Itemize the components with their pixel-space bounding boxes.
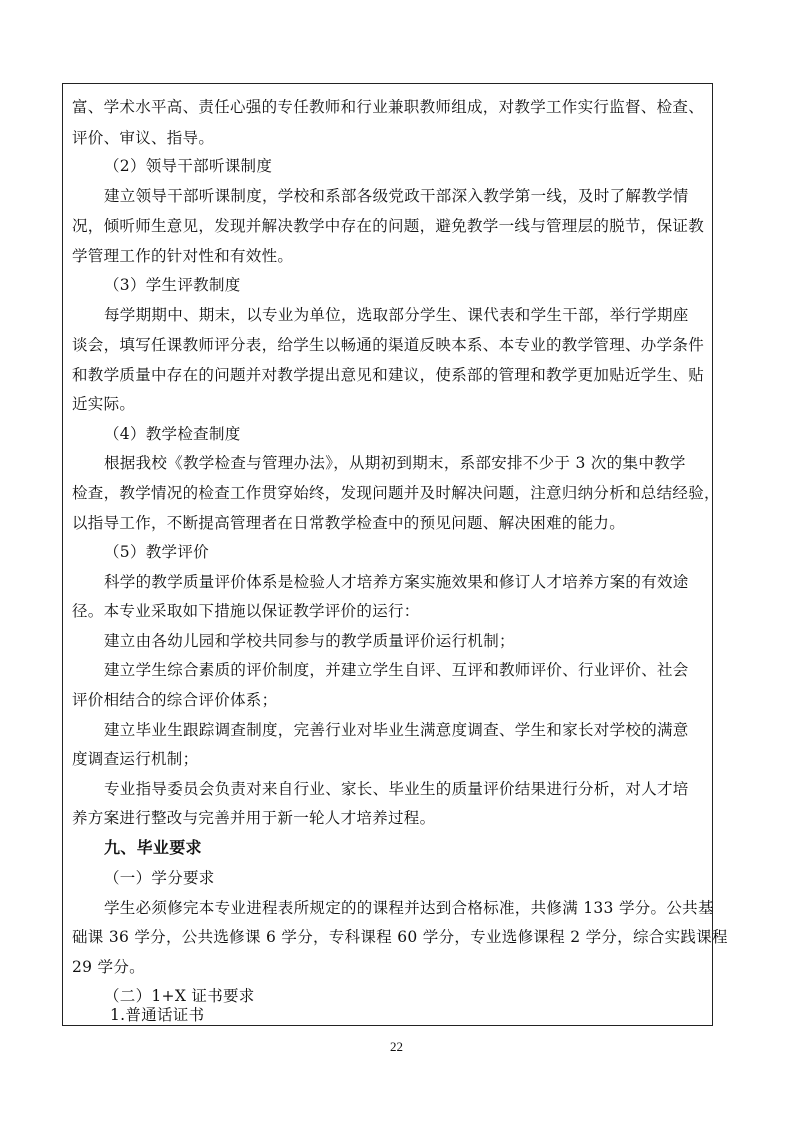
list-item: 1.普通话证书 (110, 1006, 205, 1024)
paragraph-line: 29 学分。 (72, 958, 145, 976)
paragraph-line: 建立领导干部听课制度，学校和系部各级党政干部深入教学第一线，及时了解教学情 (104, 187, 689, 205)
paragraph-line: 度调查运行机制； (72, 750, 199, 768)
paragraph-line: 以指导工作，不断提高管理者在日常教学检查中的预见问题、解决困难的能力。 (72, 514, 626, 532)
paragraph-line: 富、学术水平高、责任心强的专任教师和行业兼职教师组成，对教学工作实行监督、检查、 (72, 98, 705, 116)
section-heading: （一）学分要求 (104, 869, 215, 887)
paragraph-line: 专业指导委员会负责对来自行业、家长、毕业生的质量评价结果进行分析，对人才培 (104, 780, 689, 798)
section-heading: （5）教学评价 (104, 543, 209, 561)
section-heading: （2）领导干部听课制度 (104, 157, 273, 175)
paragraph-line: 近实际。 (72, 395, 136, 413)
paragraph-line: 科学的教学质量评价体系是检验人才培养方案实施效果和修订人才培养方案的有效途 (104, 573, 689, 591)
page-number: 22 (390, 1039, 403, 1054)
paragraph-line: 学管理工作的针对性和有效性。 (72, 247, 294, 265)
paragraph-line: 建立毕业生跟踪调查制度，完善行业对毕业生满意度调查、学生和家长对学校的满意 (104, 721, 689, 739)
paragraph-line: 每学期期中、期末，以专业为单位，选取部分学生、课代表和学生干部，举行学期座 (104, 306, 689, 324)
paragraph-line: 养方案进行整改与完善并用于新一轮人才培养过程。 (72, 809, 436, 827)
paragraph-line: 检查，教学情况的检查工作贯穿始终，发现问题并及时解决问题，注意归纳分析和总结经验， (72, 484, 720, 502)
paragraph-line: 径。本专业采取如下措施以保证教学评价的运行： (72, 602, 420, 620)
paragraph-line: 和教学质量中存在的问题并对教学提出意见和建议，使系部的管理和教学更加贴近学生、贴 (72, 366, 705, 384)
paragraph-line: 况，倾听师生意见，发现并解决教学中存在的问题，避免教学一线与管理层的脱节，保证教 (72, 217, 705, 235)
section-heading: （3）学生评教制度 (104, 276, 241, 294)
chapter-heading: 九、毕业要求 (104, 838, 202, 857)
paragraph-line: 谈会，填写任课教师评分表，给学生以畅通的渠道反映本系、本专业的教学管理、办学条件 (72, 336, 705, 354)
paragraph-line: 建立由各幼儿园和学校共同参与的教学质量评价运行机制； (104, 632, 515, 650)
paragraph-line: 础课 36 学分，公共选修课 6 学分，专科课程 60 学分，专业选修课程 2 学分，综合实践课程 (72, 928, 728, 946)
paragraph-line: 评价相结合的综合评价体系； (72, 691, 278, 709)
paragraph-line: 建立学生综合素质的评价制度，并建立学生自评、互评和教师评价、行业评价、社会 (104, 661, 689, 679)
section-heading: （二）1+X 证书要求 (104, 987, 255, 1005)
paragraph-line: 根据我校《教学检查与管理办法》，从期初到期末，系部安排不少于 3 次的集中教学 (104, 454, 686, 472)
paragraph-line: 学生必须修完本专业进程表所规定的的课程并达到合格标准，共修满 133 学分。公共基 (104, 899, 714, 917)
paragraph-line: 评价、审议、指导。 (72, 129, 215, 147)
section-heading: （4）教学检查制度 (104, 425, 241, 443)
